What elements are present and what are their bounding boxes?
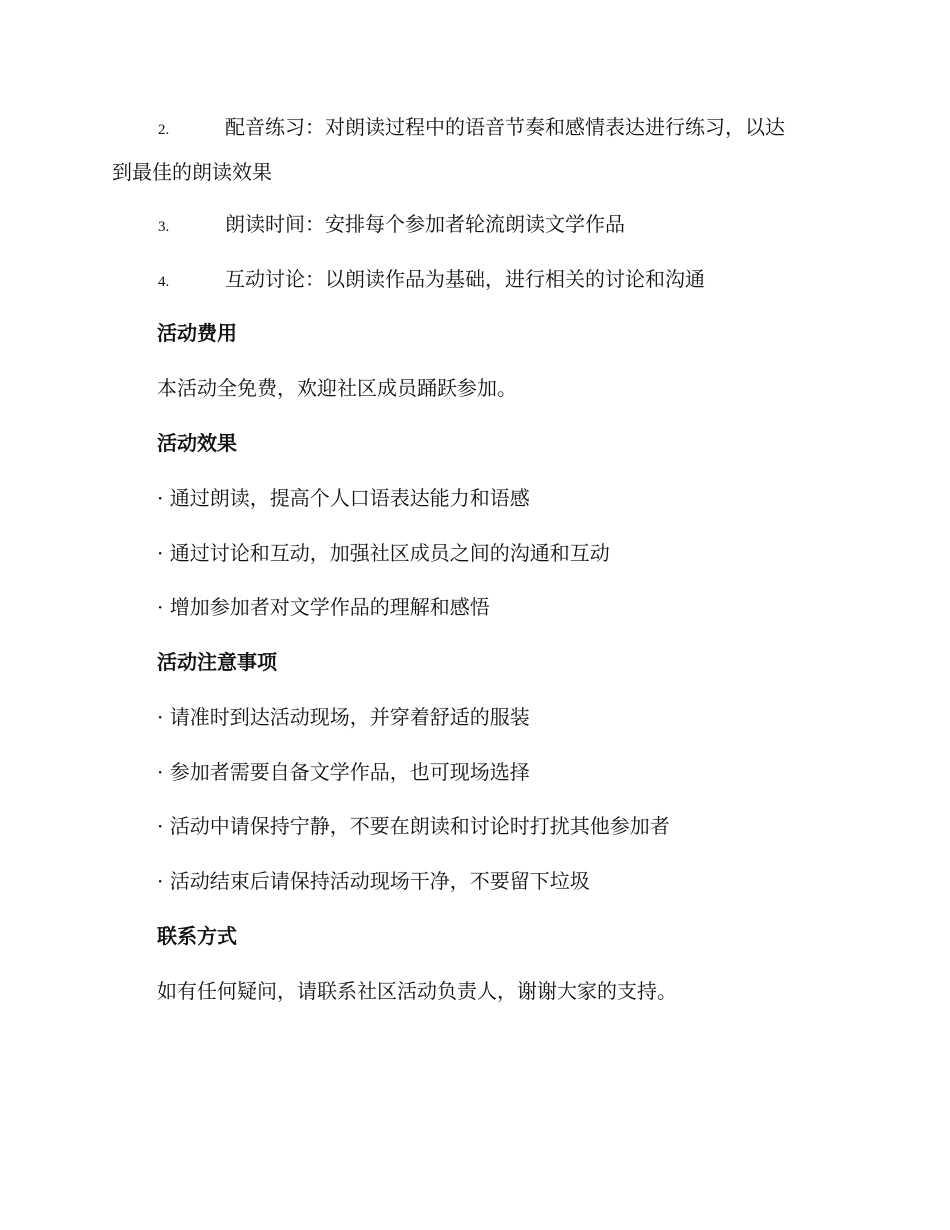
fee-paragraph: 本活动全免费，欢迎社区成员踊跃参加。 bbox=[157, 376, 517, 400]
numbered-item-3 bbox=[0, 209, 950, 242]
notes-bullet-4: · 活动结束后请保持活动现场干净，不要留下垃圾 bbox=[157, 869, 590, 893]
item-number: 2. bbox=[158, 122, 170, 138]
section-heading-notes: 活动注意事项 bbox=[157, 650, 277, 674]
effect-bullet-1: · 通过朗读，提高个人口语表达能力和语感 bbox=[157, 486, 530, 510]
item-number: 4. bbox=[158, 274, 170, 290]
contact-paragraph: 如有任何疑问，请联系社区活动负责人，谢谢大家的支持。 bbox=[157, 979, 677, 1003]
notes-bullet-1: · 请准时到达活动现场，并穿着舒适的服装 bbox=[157, 705, 530, 729]
numbered-item-2 bbox=[0, 112, 950, 187]
effect-bullet-3: · 增加参加者对文学作品的理解和感悟 bbox=[157, 595, 490, 619]
section-heading-contact: 联系方式 bbox=[157, 924, 237, 948]
item-text: 朗读时间：安排每个参加者轮流朗读文学作品 bbox=[225, 212, 625, 236]
item-text: 互动讨论：以朗读作品为基础，进行相关的讨论和沟通 bbox=[225, 267, 705, 291]
item-text-continuation: 到最佳的朗读效果 bbox=[112, 160, 272, 184]
item-text: 配音练习：对朗读过程中的语音节奏和感情表达进行练习，以达 bbox=[225, 115, 785, 139]
item-number: 3. bbox=[158, 219, 170, 235]
notes-bullet-2: · 参加者需要自备文学作品，也可现场选择 bbox=[157, 760, 530, 784]
section-heading-effect: 活动效果 bbox=[157, 431, 237, 455]
section-heading-fee: 活动费用 bbox=[157, 321, 237, 345]
numbered-item-4 bbox=[0, 264, 950, 297]
notes-bullet-3: · 活动中请保持宁静，不要在朗读和讨论时打扰其他参加者 bbox=[157, 814, 670, 838]
effect-bullet-2: · 通过讨论和互动，加强社区成员之间的沟通和互动 bbox=[157, 541, 610, 565]
